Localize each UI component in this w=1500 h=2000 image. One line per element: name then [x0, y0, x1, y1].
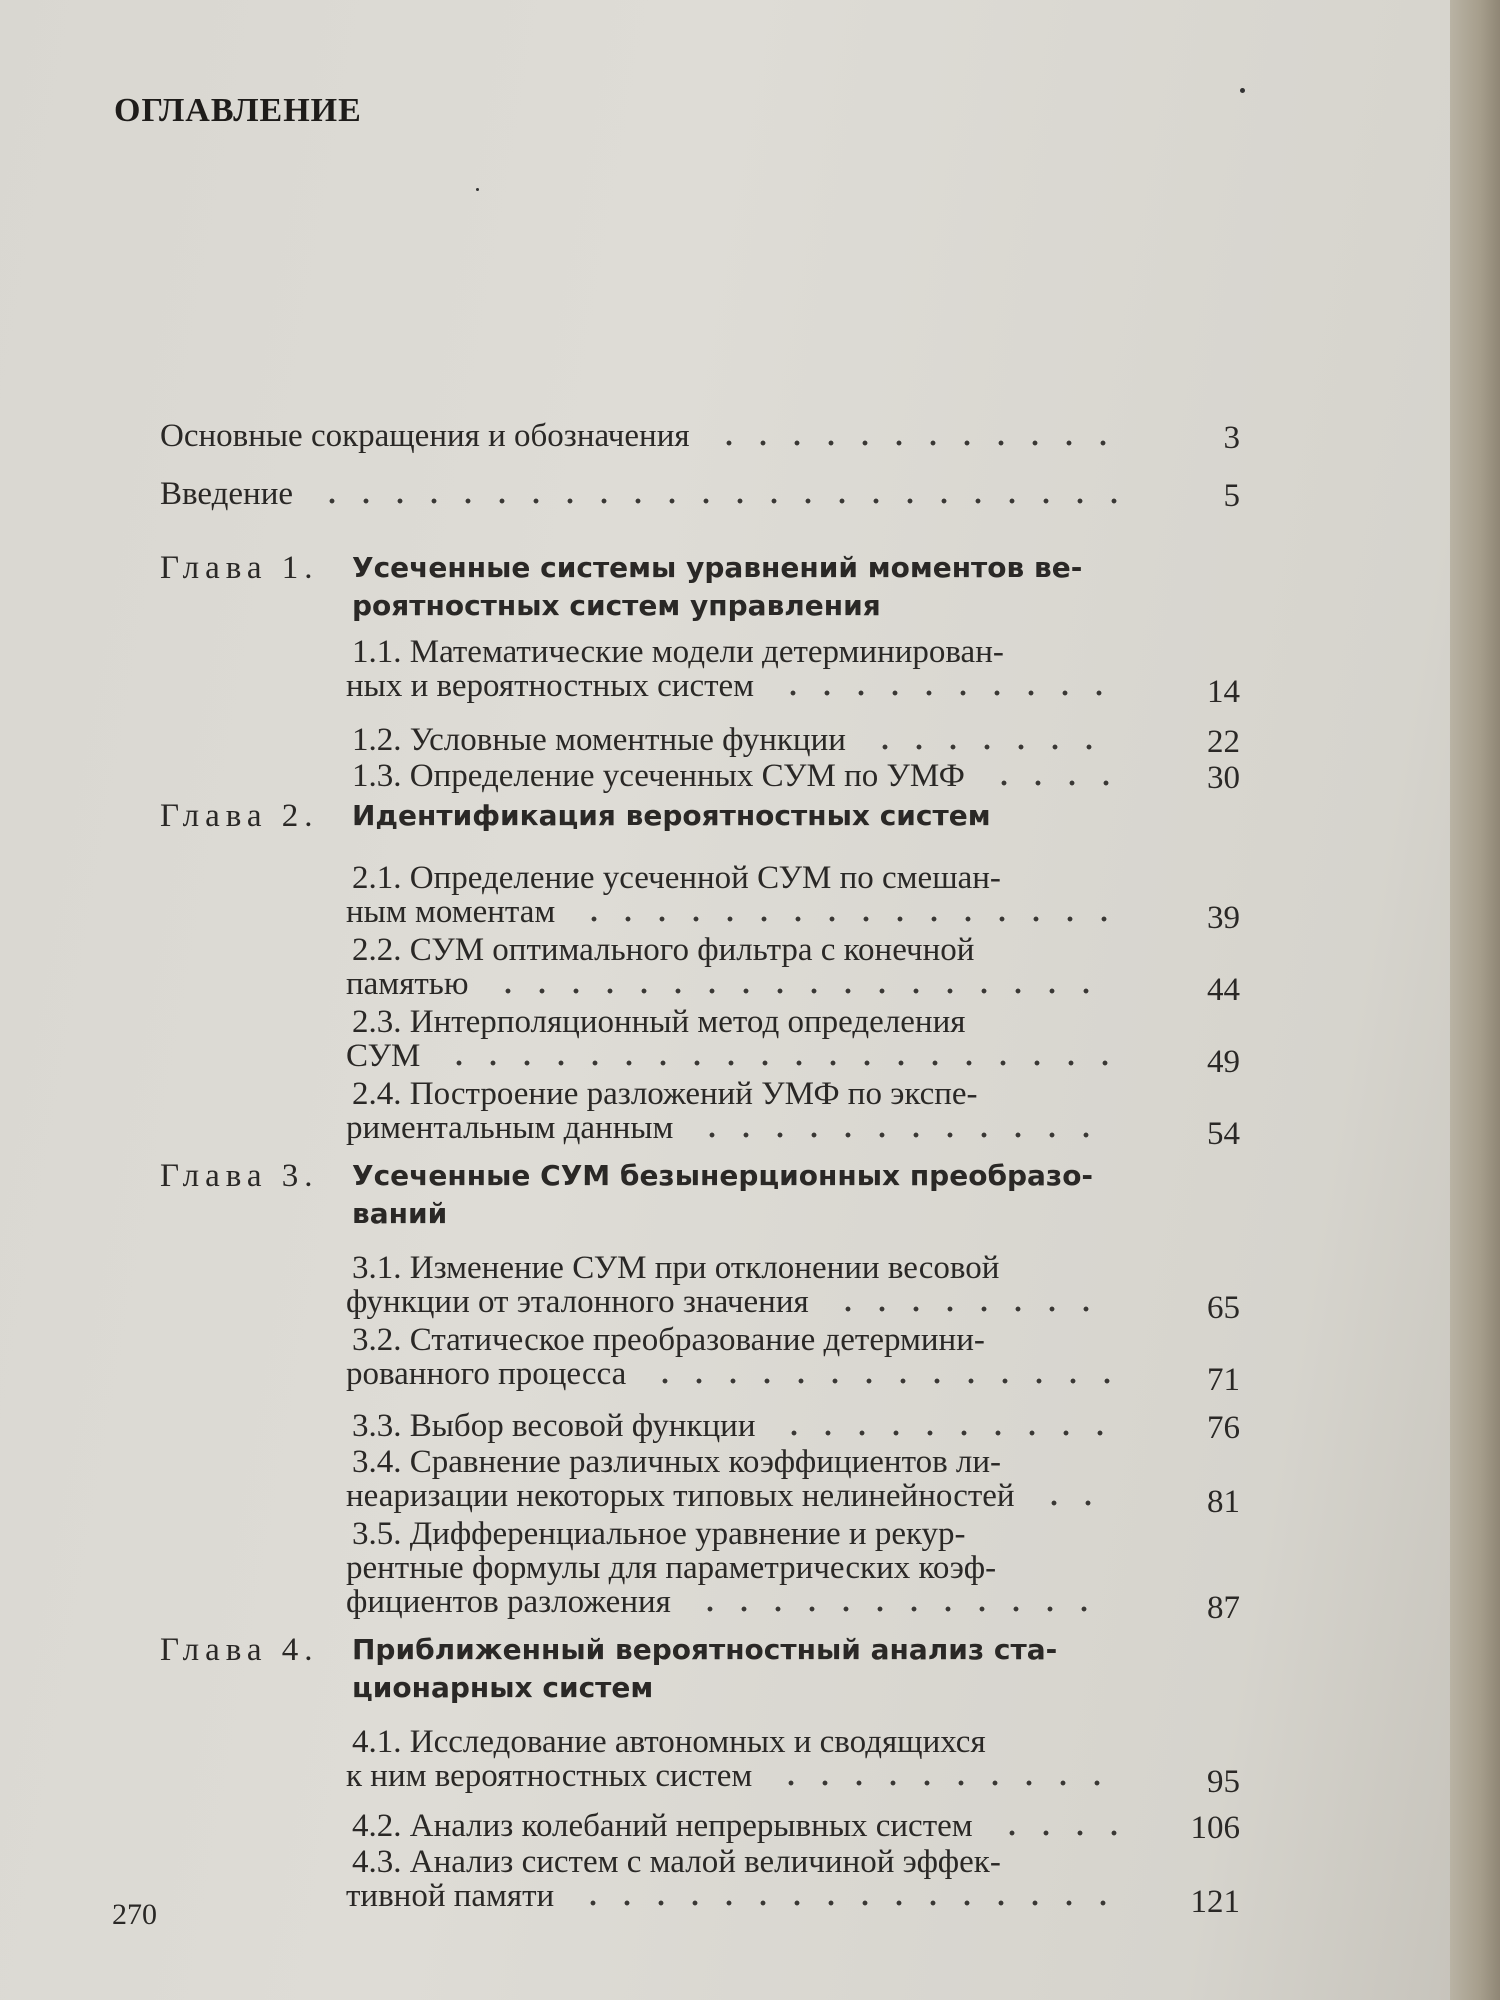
page-ref: 5: [1223, 478, 1240, 514]
page-ref: 95: [1207, 1764, 1240, 1800]
section-entry: 3.5. Дифференциальное уравнение и рекур-: [352, 1516, 966, 1552]
book-spine: [1450, 0, 1500, 2000]
section-entry: неаризации некоторых типовых нелинейностей: [346, 1478, 1015, 1514]
page-ref: 65: [1207, 1290, 1240, 1326]
chapter-title: ваний: [352, 1197, 448, 1230]
dot-leader: [712, 438, 1120, 448]
dot-leader: [442, 1058, 1122, 1068]
toc-entry-title: Введение: [160, 476, 294, 512]
page-ref: 121: [1190, 1884, 1240, 1920]
section-entry: СУМ: [346, 1038, 421, 1074]
section-entry: 3.2. Статическое преобразование детермини-: [352, 1322, 985, 1358]
dot-leader: [576, 1898, 1120, 1908]
page-ref: 39: [1207, 900, 1240, 936]
section-entry: рентные формулы для параметрических коэф-: [346, 1550, 997, 1586]
section-entry: 4.2. Анализ колебаний непрерывных систем: [352, 1808, 973, 1844]
section-entry: функции от эталонного значения: [346, 1284, 809, 1320]
dot-leader: [831, 1304, 1103, 1314]
toc-entry-title: Основные сокращения и обозначения: [160, 418, 690, 454]
chapter-label: Глава 1.: [160, 550, 319, 586]
section-entry: памятью: [346, 966, 469, 1002]
ink-speck: [476, 188, 479, 191]
section-entry: к ним вероятностных систем: [346, 1758, 753, 1794]
section-entry: 4.3. Анализ систем с малой величиной эффек-: [352, 1844, 1001, 1880]
section-entry: ных и вероятностных систем: [346, 668, 755, 704]
section-entry: 3.1. Изменение СУМ при отклонении весовой: [352, 1250, 1000, 1286]
section-entry: 2.4. Построение разложений УМФ по экспе-: [352, 1076, 978, 1112]
section-entry: 3.3. Выбор весовой функции: [352, 1408, 756, 1444]
dot-leader: [695, 1130, 1103, 1140]
page-ref: 81: [1207, 1484, 1240, 1520]
dot-leader: [868, 742, 1106, 752]
dot-leader: [776, 688, 1116, 698]
section-entry: 2.1. Определение усеченной СУМ по смешан-: [352, 860, 1001, 896]
dot-leader: [1037, 1498, 1105, 1508]
page-ref: 22: [1207, 724, 1240, 760]
dot-leader: [648, 1376, 1124, 1386]
page-ref: 14: [1207, 674, 1240, 710]
chapter-title: Усеченные СУМ безынерционных преобразо-: [352, 1159, 1094, 1192]
dot-leader: [777, 1428, 1117, 1438]
chapter-label: Глава 3.: [160, 1158, 319, 1194]
section-entry: ным моментам: [346, 894, 556, 930]
dot-leader: [774, 1778, 1114, 1788]
chapter-title: Усеченные системы уравнений моментов ве-: [352, 551, 1083, 584]
section-entry: риментальным данным: [346, 1110, 674, 1146]
page-number: 270: [112, 1898, 157, 1931]
chapter-title: Идентификация вероятностных систем: [352, 799, 991, 832]
chapter-label: Глава 4.: [160, 1632, 319, 1668]
dot-leader: [491, 986, 1103, 996]
page-ref: 49: [1207, 1044, 1240, 1080]
section-entry: фициентов разложения: [346, 1584, 671, 1620]
dot-leader: [315, 496, 1131, 506]
page-ref: 30: [1207, 760, 1240, 796]
chapter-title: роятностных систем управления: [352, 589, 881, 622]
page-ref: 87: [1207, 1590, 1240, 1626]
dot-leader: [693, 1604, 1101, 1614]
section-entry: 1.3. Определение усеченных СУМ по УМФ: [352, 758, 965, 794]
section-entry: 2.3. Интерполяционный метод определения: [352, 1004, 966, 1040]
chapter-title: ционарных систем: [352, 1671, 654, 1704]
chapter-title: Приближенный вероятностный анализ ста-: [352, 1633, 1058, 1666]
page-ref: 76: [1207, 1410, 1240, 1446]
section-entry: 1.2. Условные моментные функции: [352, 722, 846, 758]
page-ref: 44: [1207, 972, 1240, 1008]
section-entry: 4.1. Исследование автономных и сводящихся: [352, 1724, 986, 1760]
chapter-label: Глава 2.: [160, 798, 319, 834]
ink-speck: [1240, 88, 1245, 93]
section-entry: рованного процесса: [346, 1356, 627, 1392]
toc-heading: ОГЛАВЛЕНИЕ: [114, 92, 362, 129]
page-ref: 71: [1207, 1362, 1240, 1398]
section-entry: 3.4. Сравнение различных коэффициентов ли-: [352, 1444, 1002, 1480]
dot-leader: [987, 778, 1123, 788]
page-ref: 54: [1207, 1116, 1240, 1152]
dot-leader: [995, 1828, 1131, 1838]
section-entry: 1.1. Математические модели детерминирован-: [352, 634, 1004, 670]
section-entry: 2.2. СУМ оптимального фильтра с конечной: [352, 932, 975, 968]
dot-leader: [577, 914, 1121, 924]
section-entry: тивной памяти: [346, 1878, 555, 1914]
page-ref: 106: [1190, 1810, 1240, 1846]
page-ref: 3: [1223, 420, 1240, 456]
